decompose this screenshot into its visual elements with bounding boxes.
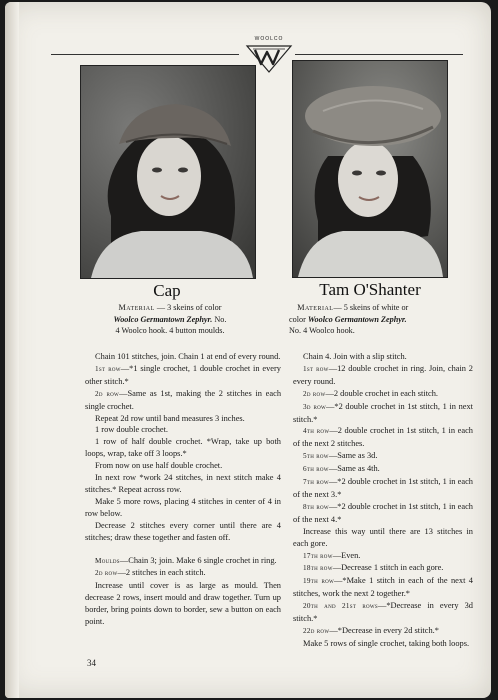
- instruction-paragraph: [85, 472, 281, 496]
- instruction-text: —Even.: [332, 550, 361, 560]
- instruction-text: —*Decrease in every 3d stitch.*: [293, 601, 473, 624]
- instruction-paragraph: [85, 460, 281, 472]
- instruction-paragraph: [293, 401, 473, 426]
- instruction-text: Chain 101 stitches, join. Chain 1 at end of every round.: [95, 352, 281, 361]
- instruction-paragraph: [85, 436, 281, 460]
- instruction-text: Repeat 2d row until band measures 3 inches.: [95, 413, 245, 423]
- instruction-paragraph: [293, 450, 473, 463]
- instruction-text: —*2 double crochet in 1st stitch, 1 in next stitch.*: [293, 401, 473, 424]
- row-label: 8th row: [303, 502, 329, 511]
- instruction-text: —*2 double crochet in 1st stitch, 1 in each of the next 4.*: [293, 501, 473, 524]
- row-label: 5th row: [303, 452, 329, 461]
- instruction-paragraph: [293, 388, 473, 401]
- row-label: 22d row: [303, 626, 330, 635]
- instruction-paragraph: [85, 555, 281, 568]
- instruction-text: —Decrease 1 stitch in each gore.: [332, 563, 444, 573]
- instruction-text: Make 5 more rows, placing 4 stitches in center of 4 in row below.: [85, 496, 281, 518]
- material-yarn: Woolco Germantown Zephyr.: [113, 314, 213, 324]
- cap-material: [75, 302, 265, 337]
- instruction-paragraph: [293, 463, 473, 476]
- instruction-paragraph: [85, 363, 281, 388]
- cap-caption: Cap: [153, 281, 181, 300]
- instruction-paragraph: [293, 562, 473, 575]
- instruction-paragraph: [85, 388, 281, 413]
- tam-oshanter-photo: [292, 60, 448, 278]
- instruction-paragraph: [293, 638, 473, 650]
- cap-photo: [80, 65, 256, 279]
- instruction-text: —Same as 1st, making the 2 stitches in each single crochet.: [85, 388, 282, 411]
- instruction-paragraph: [85, 351, 281, 363]
- page-gutter-shadow: [5, 2, 19, 698]
- book-page: [5, 2, 491, 698]
- cap-instructions: [85, 351, 281, 628]
- row-label: Moulds: [95, 556, 120, 565]
- instruction-text: —*1 single crochet, 1 double crochet in every other stitch.*: [85, 363, 281, 386]
- page-number: 34: [87, 658, 96, 668]
- material-text-2: color: [289, 314, 308, 324]
- instruction-text: —Same as 3d.: [328, 451, 378, 461]
- row-label: 19th row: [303, 577, 335, 586]
- instruction-text: Chain 4. Join with a slip stitch.: [303, 352, 407, 361]
- material-label: Material: [297, 303, 334, 312]
- row-label: 3d row: [303, 402, 327, 411]
- instruction-paragraph: [293, 550, 473, 563]
- row-label: 2d row: [95, 389, 120, 398]
- header-rule-right: [295, 54, 463, 55]
- row-label: 4th row: [303, 427, 330, 436]
- instruction-paragraph: [293, 476, 473, 501]
- instruction-text: 1 row of half double crochet. *Wrap, take up both loops, wrap, take off 3 loops.*: [85, 437, 281, 459]
- row-label: 6th row: [303, 465, 329, 474]
- instruction-paragraph: [293, 600, 473, 625]
- instruction-paragraph: [85, 520, 281, 544]
- instruction-text: —12 double crochet in ring. Join, chain 2 every round.: [293, 363, 473, 386]
- instruction-text: Increase this way until there are 13 stitches in each gore.: [293, 526, 473, 548]
- material-text-2: No.: [212, 314, 227, 324]
- instruction-paragraph: [293, 501, 473, 526]
- row-label: 1st row: [303, 364, 329, 373]
- instruction-paragraph: [293, 425, 473, 450]
- instruction-paragraph: [293, 526, 473, 550]
- instruction-text: 1 row double crochet.: [95, 425, 169, 435]
- logo-text: WOOLCO: [254, 36, 284, 42]
- instruction-text: —*Make 1 stitch in each of the next 4 stitches, work the next 2 together.*: [293, 576, 473, 599]
- instruction-text: —*2 double crochet in 1st stitch, 1 in each of the next 3.*: [293, 477, 473, 499]
- instruction-text: —Chain 3; join. Make 6 single crochet in ring.: [119, 555, 277, 565]
- instruction-text: —Same as 4th.: [328, 464, 380, 474]
- material-hook: No. 4 Woolco hook.: [289, 326, 355, 335]
- instruction-paragraph: [85, 580, 281, 628]
- row-label: 2d row: [95, 569, 118, 578]
- tam-instructions: [293, 351, 473, 650]
- instruction-paragraph: [85, 413, 281, 425]
- row-label: 20th and 21st rows: [303, 602, 378, 611]
- instruction-text: Make 5 rows of single crochet, taking both loops.: [303, 638, 470, 648]
- material-text: — 3 skeins of color: [154, 303, 222, 312]
- row-label: 1st row: [95, 364, 121, 373]
- instruction-paragraph: [293, 351, 473, 363]
- row-label: 7th row: [303, 478, 329, 487]
- instruction-text: In next row *work 24 stitches, in next stitch make 4 stitches.* Repeat across row.: [85, 473, 281, 494]
- header-rule-left: [51, 54, 239, 55]
- instruction-text: —2 stitches in each stitch.: [117, 568, 206, 578]
- instruction-text: Decrease 2 stitches every corner until there are 4 stitches; draw these together and fasten off.: [85, 520, 281, 542]
- instruction-paragraph: [293, 363, 473, 388]
- instruction-text: —2 double crochet in each stitch.: [325, 388, 439, 398]
- row-label: 2d row: [303, 389, 326, 398]
- tam-material: [289, 302, 459, 337]
- instruction-paragraph: [293, 625, 473, 638]
- instruction-paragraph: [293, 575, 473, 600]
- material-yarn: Woolco Germantown Zephyr.: [307, 314, 407, 324]
- instruction-text: From now on use half double crochet.: [95, 461, 223, 471]
- instruction-paragraph: [85, 567, 281, 580]
- instruction-text: —*Decrease in every 2d stitch.*: [329, 625, 439, 635]
- row-label: 18th row: [303, 564, 333, 573]
- instruction-text: Increase until cover is as large as mould. Then decrease 2 rows, insert mould and draw together. Turn up border, bring points down to border, sew a button on each point.: [85, 581, 281, 627]
- instruction-paragraph: [85, 496, 281, 520]
- tam-caption: Tam O'Shanter: [319, 280, 421, 299]
- instruction-paragraph: [85, 424, 281, 436]
- material-label: Material: [118, 303, 155, 312]
- instruction-text: —2 double crochet in 1st stitch, 1 in each of the next 2 stitches.: [293, 426, 473, 449]
- material-text: — 5 skeins of white or: [333, 303, 409, 312]
- material-hook: 4 Woolco hook. 4 button moulds.: [115, 326, 225, 335]
- row-label: 17th row: [303, 551, 333, 560]
